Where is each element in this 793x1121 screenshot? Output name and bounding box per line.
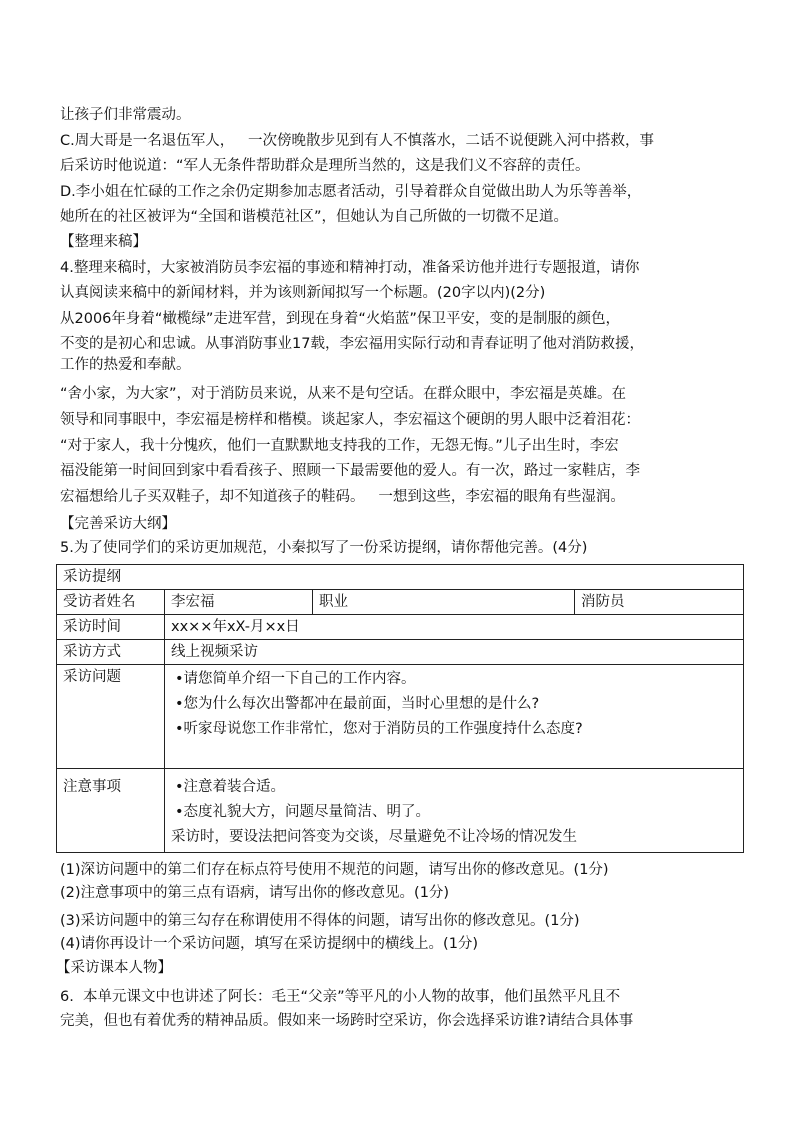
news-paragraph-1: 工作的热爱和奉献。 bbox=[60, 357, 191, 373]
table-title: 采访提纲 bbox=[57, 565, 744, 590]
name-value: 李宏福 bbox=[165, 590, 313, 615]
question-6: 完美，但也有着优秀的精神品质。假如来一场跨时空采访，你会选择采访谁?请结合具体事 bbox=[60, 1013, 634, 1029]
job-label: 职业 bbox=[313, 590, 575, 615]
news-paragraph-2: 福没能第一时间回到家中看看孩子、照顾一下最需要他的爱人。有一次，路过一家鞋店，李 bbox=[60, 463, 640, 479]
job-value: 消防员 bbox=[575, 590, 744, 615]
option-d-line: 她所在的社区被评为“全国和谐模范社区”，但她认为自己所做的一切微不足道。 bbox=[60, 209, 569, 225]
question-item: •您为什么每次出警都冲在最前面，当时心里想的是什么? bbox=[175, 696, 540, 712]
note-item: •注意着装合适。 bbox=[175, 779, 286, 795]
news-paragraph-2: 宏福想给儿子买双鞋子，却不知道孩子的鞋码。 一想到这些，李宏福的眼角有些湿润。 bbox=[60, 489, 625, 505]
news-paragraph-1: 从2006年身着“橄榄绿”走进军营，到现在身着“火焰蓝”保卫平安，变的是制服的颜色， bbox=[60, 311, 620, 327]
notes-label: 注意事项 bbox=[57, 769, 165, 853]
time-label: 采访时间 bbox=[57, 615, 165, 640]
question-item: •听家母说您工作非常忙，您对于消防员的工作强度持什么态度? bbox=[175, 721, 583, 737]
time-value: xx××年xX-月×x日 bbox=[165, 615, 744, 640]
sub-question-3: (3)采访问题中的第三勾存在称谓使用不得体的问题，请写出你的修改意见。(1分) bbox=[60, 913, 580, 929]
question-6: 6. 本单元课文中也讲述了阿长：毛王“父亲”等平凡的小人物的故事，他们虽然平凡且不 bbox=[60, 989, 621, 1005]
news-paragraph-2: “对于家人，我十分愧疚，他们一直默默地支持我的工作，无怨无悔。”儿子出生时，李宏 bbox=[60, 438, 619, 454]
note-item: 采访时，要设法把问答变为交谈，尽量避免不让冷场的情况发生 bbox=[171, 829, 577, 845]
notes-cell bbox=[165, 769, 744, 853]
news-paragraph-2: “舍小家，为大家”，对于消防员来说，从来不是句空话。在群众眼中，李宏福是英雄。在 bbox=[60, 386, 627, 402]
option-c-line: C.周大哥是一名退伍军人， 一次傍晚散步见到有人不慎落水，二话不说便跳入河中搭救，事 bbox=[60, 133, 655, 149]
name-label: 受访者姓名 bbox=[57, 590, 165, 615]
method-value: 线上视频采访 bbox=[165, 640, 744, 665]
note-item: •态度礼貌大方，问题尽量简洁、明了。 bbox=[175, 804, 431, 820]
news-paragraph-2: 领导和同事眼中，李宏福是榜样和楷模。谈起家人，李宏福这个硬朗的男人眼中泛着泪花： bbox=[60, 412, 640, 428]
question-item: •请您简单介绍一下自己的工作内容。 bbox=[175, 671, 416, 687]
sub-question-1: (1)深访问题中的第二们存在标点符号使用不规范的问题，请写出你的修改意见。(1分) bbox=[60, 862, 609, 878]
question-4: 4.整理来稿时，大家被消防员李宏福的事迹和精神打动，准备采访他并进行专题报道，请你 bbox=[60, 260, 640, 276]
method-label: 采访方式 bbox=[57, 640, 165, 665]
sub-question-2: (2)注意事项中的第三点有语病，请写出你的修改意见。(1分) bbox=[60, 885, 450, 901]
section-heading: 【完善采访大纲】 bbox=[60, 516, 176, 532]
section-heading: 【采访课本人物】 bbox=[56, 960, 172, 976]
questions-label: 采访问题 bbox=[57, 665, 165, 769]
option-c-line: 后采访时他说道：“军人无条件帮助群众是理所当然的，这是我们义不容辞的责任。 bbox=[60, 158, 590, 174]
questions-cell bbox=[165, 665, 744, 769]
sub-question-4: (4)请你再设计一个采访问题，填写在采访提纲中的横线上。(1分) bbox=[60, 936, 479, 952]
interview-outline-table bbox=[56, 564, 744, 853]
news-paragraph-1: 不变的是初心和忠诚。从事消防事业17载，李宏福用实际行动和青春证明了他对消防救援， bbox=[60, 336, 644, 352]
paragraph-line: 让孩子们非常震动。 bbox=[60, 107, 191, 123]
question-4: 认真阅读来稿中的新闻材料，并为该则新闻拟写一个标题。(20字以内)(2分) bbox=[60, 285, 546, 301]
question-5: 5.为了使同学们的采访更加规范，小秦拟写了一份采访提纲，请你帮他完善。(4分) bbox=[60, 540, 588, 556]
section-heading: 【整理来稿】 bbox=[60, 234, 147, 250]
option-d-line: D.李小姐在忙碌的工作之余仍定期参加志愿者活动，引导着群众自觉做出助人为乐等善举， bbox=[60, 184, 642, 200]
